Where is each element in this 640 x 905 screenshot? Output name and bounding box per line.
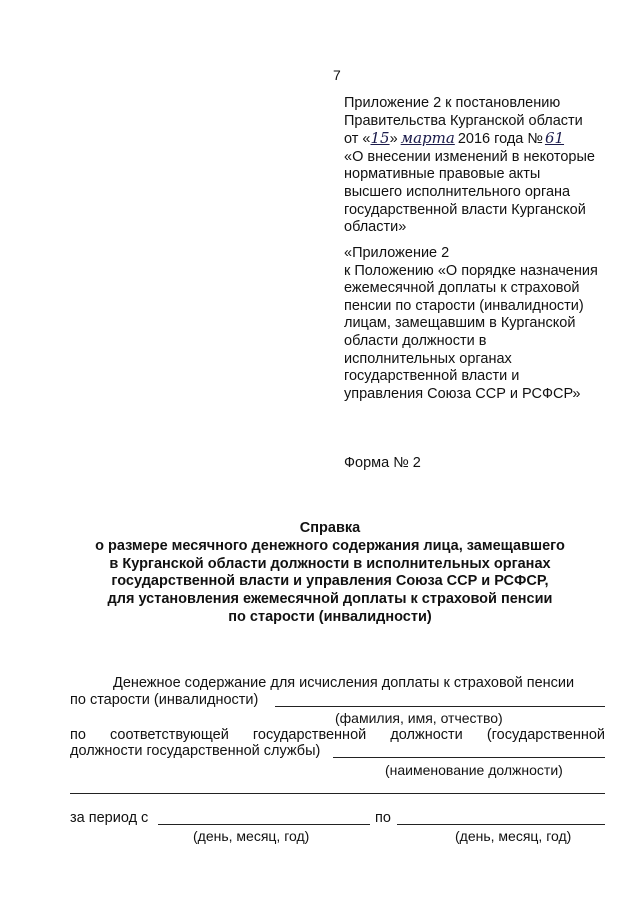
title-line: в Курганской области должности в исполнительных органах bbox=[109, 555, 551, 572]
page-number: 7 bbox=[333, 67, 341, 83]
appendix-inner-line: к Положению «О порядке назначения bbox=[344, 262, 598, 279]
appendix-line: Приложение 2 к постановлению bbox=[344, 95, 561, 111]
appendix-line: «О внесении изменений в некоторые bbox=[344, 148, 595, 165]
body-paragraph-1-line2: по старости (инвалидности) bbox=[70, 692, 259, 708]
date-from-field[interactable] bbox=[158, 824, 370, 825]
appendix-date-line bbox=[344, 130, 595, 149]
form-label: Форма № 2 bbox=[344, 455, 421, 471]
title-line: Справка bbox=[299, 520, 361, 536]
title-line: по старости (инвалидности) bbox=[228, 608, 432, 625]
appendix-line: Правительства Курганской области bbox=[344, 112, 583, 129]
appendix-inner-line: ежемесячной доплаты к страховой bbox=[344, 280, 580, 297]
appendix-header bbox=[344, 95, 595, 237]
document-title bbox=[60, 520, 600, 627]
appendix-inner-line: пенсии по старости (инвалидности) bbox=[344, 297, 584, 314]
date-to-caption: (день, месяц, год) bbox=[455, 828, 572, 844]
appendix-inner-line: исполнительных органах bbox=[344, 350, 512, 367]
appendix-inner-line: управления Союза ССР и РСФСР» bbox=[344, 385, 581, 402]
date-prefix: от « bbox=[344, 131, 371, 148]
date-quote: » bbox=[389, 131, 398, 148]
handwritten-day: 15 bbox=[370, 129, 390, 148]
fio-caption: (фамилия, имя, отчество) bbox=[335, 710, 503, 726]
position-field-line-2[interactable] bbox=[70, 793, 605, 794]
appendix-inner-line: государственной власти и bbox=[344, 368, 520, 385]
body-paragraph-2-line2: должности государственной службы) bbox=[70, 743, 321, 759]
appendix-inner-line: лицам, замещавшим в Курганской bbox=[344, 315, 576, 332]
period-from-label: за период с bbox=[70, 810, 149, 826]
date-to-field[interactable] bbox=[397, 824, 605, 825]
appendix-line: высшего исполнительного органа bbox=[344, 183, 571, 200]
appendix-line: нормативные правовые акты bbox=[344, 166, 541, 183]
body-paragraph-2: по соответствующей государственной должности (государственной bbox=[70, 727, 605, 743]
appendix-line: области» bbox=[344, 219, 407, 236]
appendix-inner-line: «Приложение 2 bbox=[344, 245, 450, 261]
position-caption: (наименование должности) bbox=[385, 762, 563, 778]
handwritten-number: 61 bbox=[544, 129, 565, 148]
title-line: о размере месячного денежного содержания лица, замещавшего bbox=[95, 537, 565, 554]
fio-field-line[interactable] bbox=[275, 706, 605, 707]
title-line: государственной власти и управления Союза ССР и РСФСР, bbox=[111, 573, 549, 590]
date-from-caption: (день, месяц, год) bbox=[193, 828, 310, 844]
date-year: 2016 года № bbox=[457, 131, 543, 148]
title-line: для установления ежемесячной доплаты к страховой пенсии bbox=[107, 591, 553, 608]
appendix-inner-line: области должности в bbox=[344, 332, 487, 349]
body-paragraph-1: Денежное содержание для исчисления доплаты к страховой пенсии bbox=[113, 675, 575, 691]
period-to-label: по bbox=[375, 810, 391, 826]
handwritten-month: марта bbox=[400, 129, 455, 148]
appendix-line: государственной власти Курганской bbox=[344, 201, 586, 218]
position-field-line[interactable] bbox=[333, 757, 605, 758]
appendix-inner bbox=[344, 245, 598, 403]
